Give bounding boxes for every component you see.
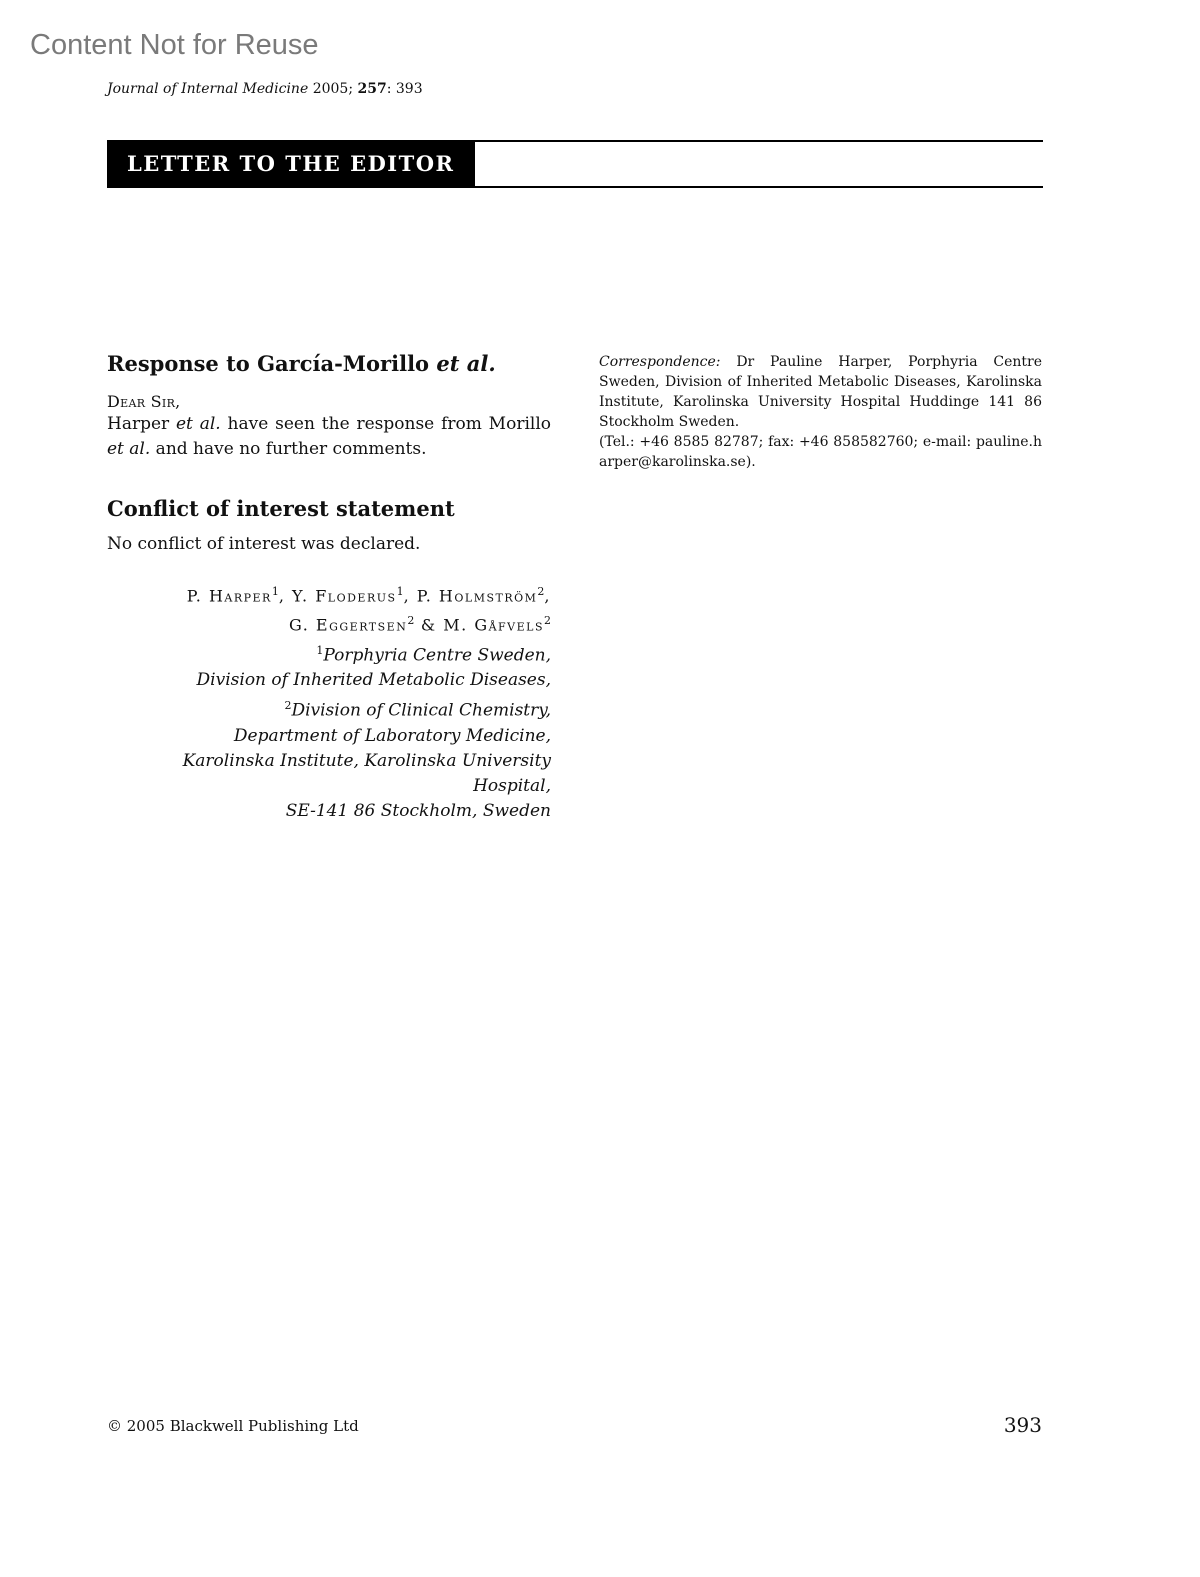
author-line-2: [107, 608, 551, 637]
affiliations: [107, 638, 551, 824]
watermark-text: Content Not for Reuse: [30, 29, 319, 61]
journal-citation: [107, 81, 423, 97]
author-list: [107, 579, 551, 638]
journal-name: Journal of Internal Medicine: [107, 81, 309, 97]
section-header: [107, 140, 1043, 188]
correspondence-text: Dr Pauline Harper, Porphyria Centre Sweden, Division of Inherited Metabolic Diseases, Karolinska Institute, Karolinska University Hospital Huddinge 141 86 Stockholm Sweden.: [599, 354, 1042, 430]
letter-body: [107, 412, 551, 462]
affiliation-line: Division of Inherited Metabolic Diseases,: [196, 670, 551, 691]
conflict-heading: Conflict of interest statement: [107, 496, 455, 521]
author-sup: 2: [544, 614, 551, 628]
body-part1: Harper: [107, 414, 176, 434]
main-column: [107, 350, 551, 824]
page-number: 393: [1003, 1413, 1042, 1437]
affiliation-text: Division of Clinical Chemistry,: [291, 700, 551, 721]
correspondence-label: Correspondence:: [599, 354, 721, 370]
author-name: M. Gåfvels: [443, 615, 544, 635]
section-label: LETTER TO THE EDITOR: [107, 140, 475, 188]
author-sup: 2: [537, 585, 545, 598]
copyright: © 2005 Blackwell Publishing Ltd: [107, 1417, 359, 1435]
citation-pages: : 393: [386, 81, 423, 97]
citation-volume: 257: [357, 81, 387, 97]
correspondence-address: [599, 352, 1042, 432]
author-sup: 1: [271, 585, 279, 598]
author-sep: ,: [278, 586, 293, 606]
article-title: [107, 350, 551, 378]
author-sup: 2: [407, 614, 415, 628]
author-sup: 1: [396, 585, 404, 598]
affiliation-line: Karolinska Institute, Karolinska University Hospital,: [182, 750, 551, 796]
body-etal2: et al.: [107, 439, 151, 459]
affiliation-sup: 2: [284, 699, 292, 713]
salutation: Dear Sir,: [107, 392, 181, 411]
correspondence-block: [599, 352, 1042, 472]
header-rule-bottom: [475, 186, 1043, 188]
affiliation-sup: 1: [316, 643, 324, 657]
body-part2: have seen the response from Morillo: [220, 414, 551, 434]
author-name: Y. Floderus: [292, 586, 397, 606]
affiliation-line: SE-141 86 Stockholm, Sweden: [285, 800, 551, 821]
author-name: P. Harper: [186, 586, 272, 606]
body-part3: and have no further comments.: [150, 439, 427, 459]
citation-year: 2005;: [312, 81, 354, 97]
affiliation-text: Porphyria Centre Sweden,: [323, 645, 551, 666]
author-name: G. Eggertsen: [289, 615, 408, 635]
affiliation-line: [107, 693, 551, 724]
body-etal1: et al.: [176, 414, 221, 434]
header-rule-top: [475, 140, 1043, 142]
author-line-1: [107, 579, 551, 608]
author-sep: &: [414, 615, 444, 635]
author-sep: ,: [544, 586, 551, 606]
title-etal: et al.: [436, 351, 496, 376]
author-name: P. Holmström: [416, 586, 538, 606]
conflict-text: No conflict of interest was declared.: [107, 534, 421, 554]
affiliation-line: Department of Laboratory Medicine,: [233, 725, 551, 746]
title-main: Response to García-Morillo: [107, 351, 437, 376]
correspondence-contact: (Tel.: +46 8585 82787; fax: +46 858582760; e-mail: pauline.harper@karolinska.se).: [599, 434, 1042, 470]
affiliation-line: [107, 638, 551, 669]
author-sep: ,: [403, 586, 417, 606]
